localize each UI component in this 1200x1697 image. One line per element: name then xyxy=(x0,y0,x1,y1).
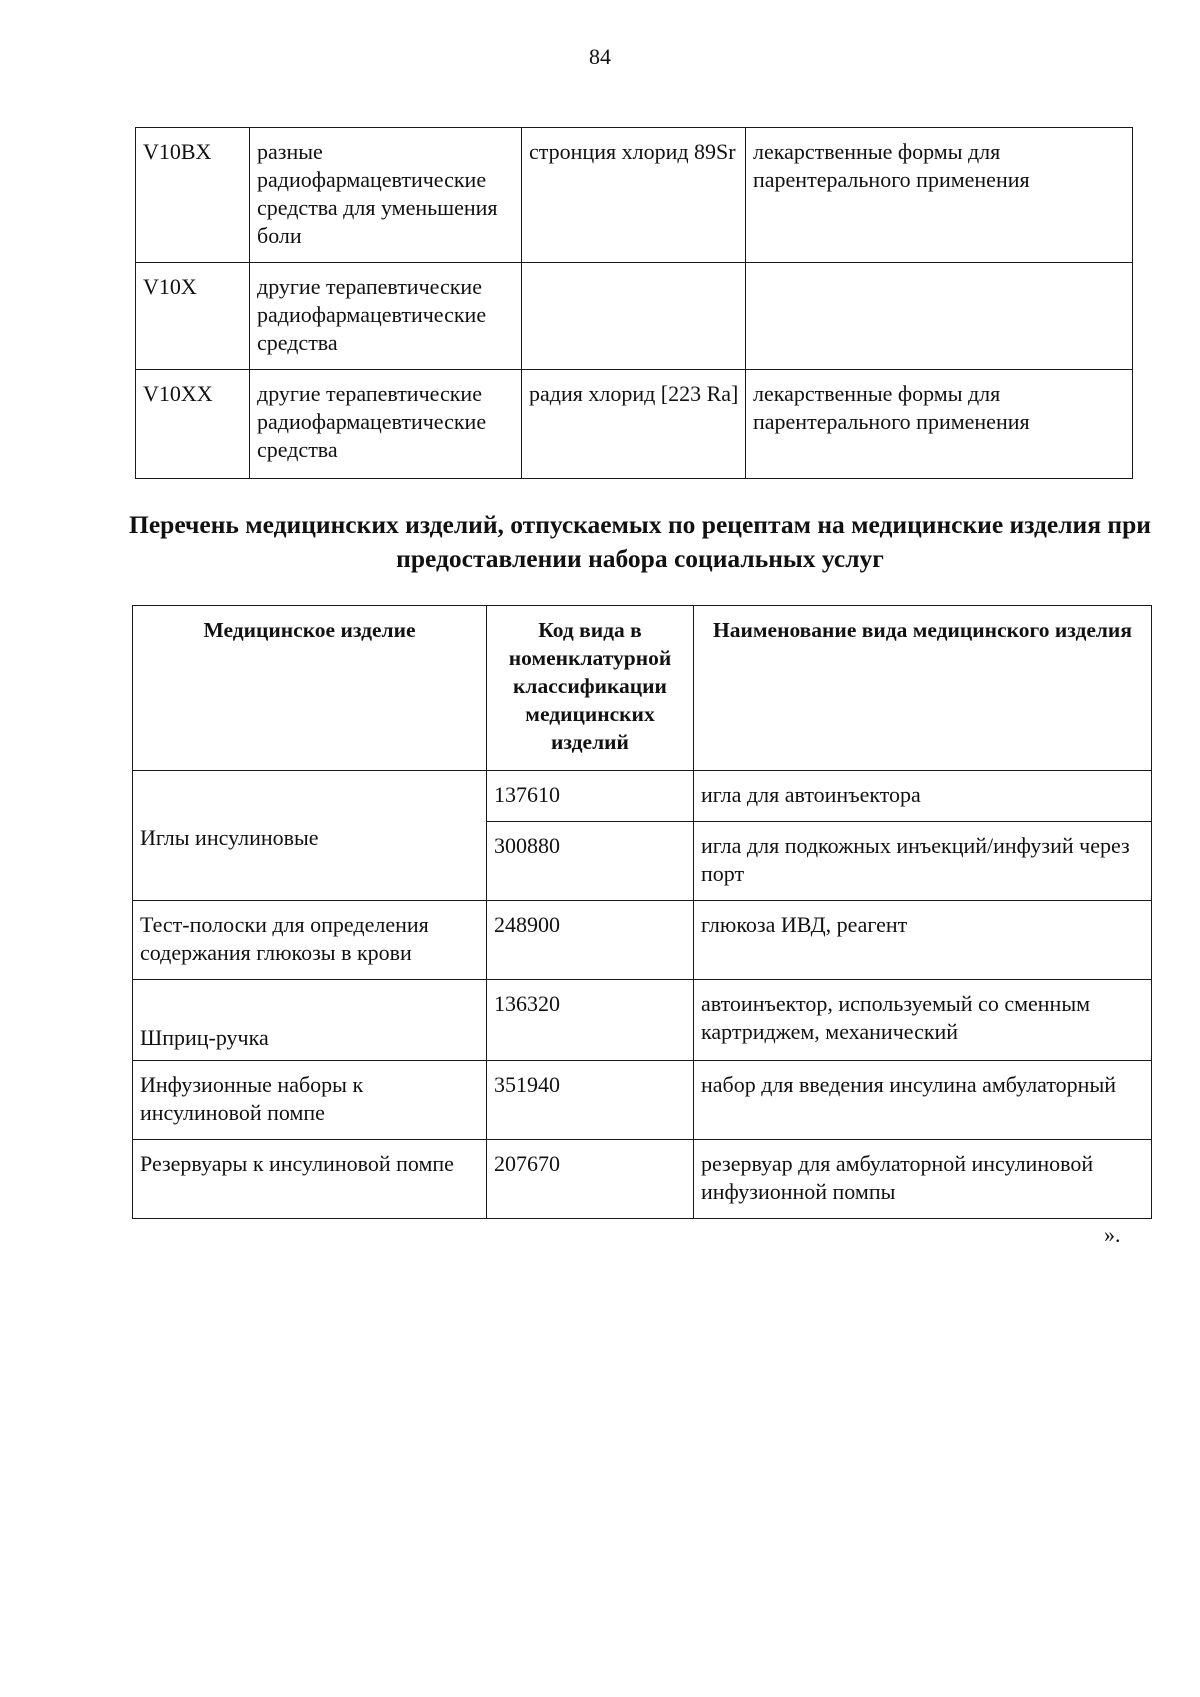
table-row xyxy=(133,771,1152,822)
device-name-cell: Шприц-ручка xyxy=(133,980,487,1061)
atc-group-cell: разные радиофармацевтические средства для уменьшения боли xyxy=(250,128,522,263)
table-row xyxy=(133,1140,1152,1219)
atc-form-cell xyxy=(746,263,1133,370)
device-kind-cell: игла для автоинъектора xyxy=(694,771,1152,822)
device-code-cell: 137610 xyxy=(487,771,694,822)
table-row xyxy=(133,980,1152,1061)
table-row xyxy=(133,901,1152,980)
device-kind-cell: игла для подкожных инъекций/инфузий через порт xyxy=(694,822,1152,901)
device-kind-cell: набор для введения инсулина амбулаторный xyxy=(694,1061,1152,1140)
header-kind: Наименование вида медицинского изделия xyxy=(694,606,1152,771)
atc-substance-cell: радия хлорид [223 Ra] xyxy=(522,370,746,479)
closing-quote-mark: ». xyxy=(1104,1222,1121,1247)
medical-devices-table xyxy=(132,605,1152,1219)
device-kind-cell: автоинъектор, используемый со сменным картриджем, механический xyxy=(694,980,1152,1061)
atc-group-cell: другие терапевтические радиофармацевтические средства xyxy=(250,263,522,370)
header-code: Код вида в номенклатурной классификации медицинских изделий xyxy=(487,606,694,771)
atc-code-cell: V10XX xyxy=(136,370,250,479)
atc-group-cell: другие терапевтические радиофармацевтические средства xyxy=(250,370,522,479)
atc-form-cell: лекарственные формы для парентерального применения xyxy=(746,128,1133,263)
section-title: Перечень медицинских изделий, отпускаемых по рецептам на медицинские изделия при предоставлении набора социальных услуг xyxy=(129,510,1151,573)
atc-code-cell: V10BX xyxy=(136,128,250,263)
device-name-cell: Иглы инсулиновые xyxy=(133,771,487,901)
atc-substance-cell: стронция хлорид 89Sr xyxy=(522,128,746,263)
header-device: Медицинское изделие xyxy=(133,606,487,771)
device-code-cell: 207670 xyxy=(487,1140,694,1219)
device-name-cell: Инфузионные наборы к инсулиновой помпе xyxy=(133,1061,487,1140)
device-kind-cell: глюкоза ИВД, реагент xyxy=(694,901,1152,980)
table-row xyxy=(133,1061,1152,1140)
atc-substance-cell xyxy=(522,263,746,370)
device-code-cell: 300880 xyxy=(487,822,694,901)
page-number: 84 xyxy=(589,44,611,69)
device-name-cell: Тест-полоски для определения содержания глюкозы в крови xyxy=(133,901,487,980)
table-row xyxy=(136,263,1133,370)
table-row xyxy=(136,370,1133,479)
table-header-row xyxy=(133,606,1152,771)
atc-form-cell: лекарственные формы для парентерального применения xyxy=(746,370,1133,479)
device-kind-cell: резервуар для амбулаторной инсулиновой инфузионной помпы xyxy=(694,1140,1152,1219)
device-name-cell: Резервуары к инсулиновой помпе xyxy=(133,1140,487,1219)
device-code-cell: 136320 xyxy=(487,980,694,1061)
device-code-cell: 351940 xyxy=(487,1061,694,1140)
atc-drug-table xyxy=(135,127,1133,479)
table-row xyxy=(136,128,1133,263)
atc-code-cell: V10X xyxy=(136,263,250,370)
device-code-cell: 248900 xyxy=(487,901,694,980)
